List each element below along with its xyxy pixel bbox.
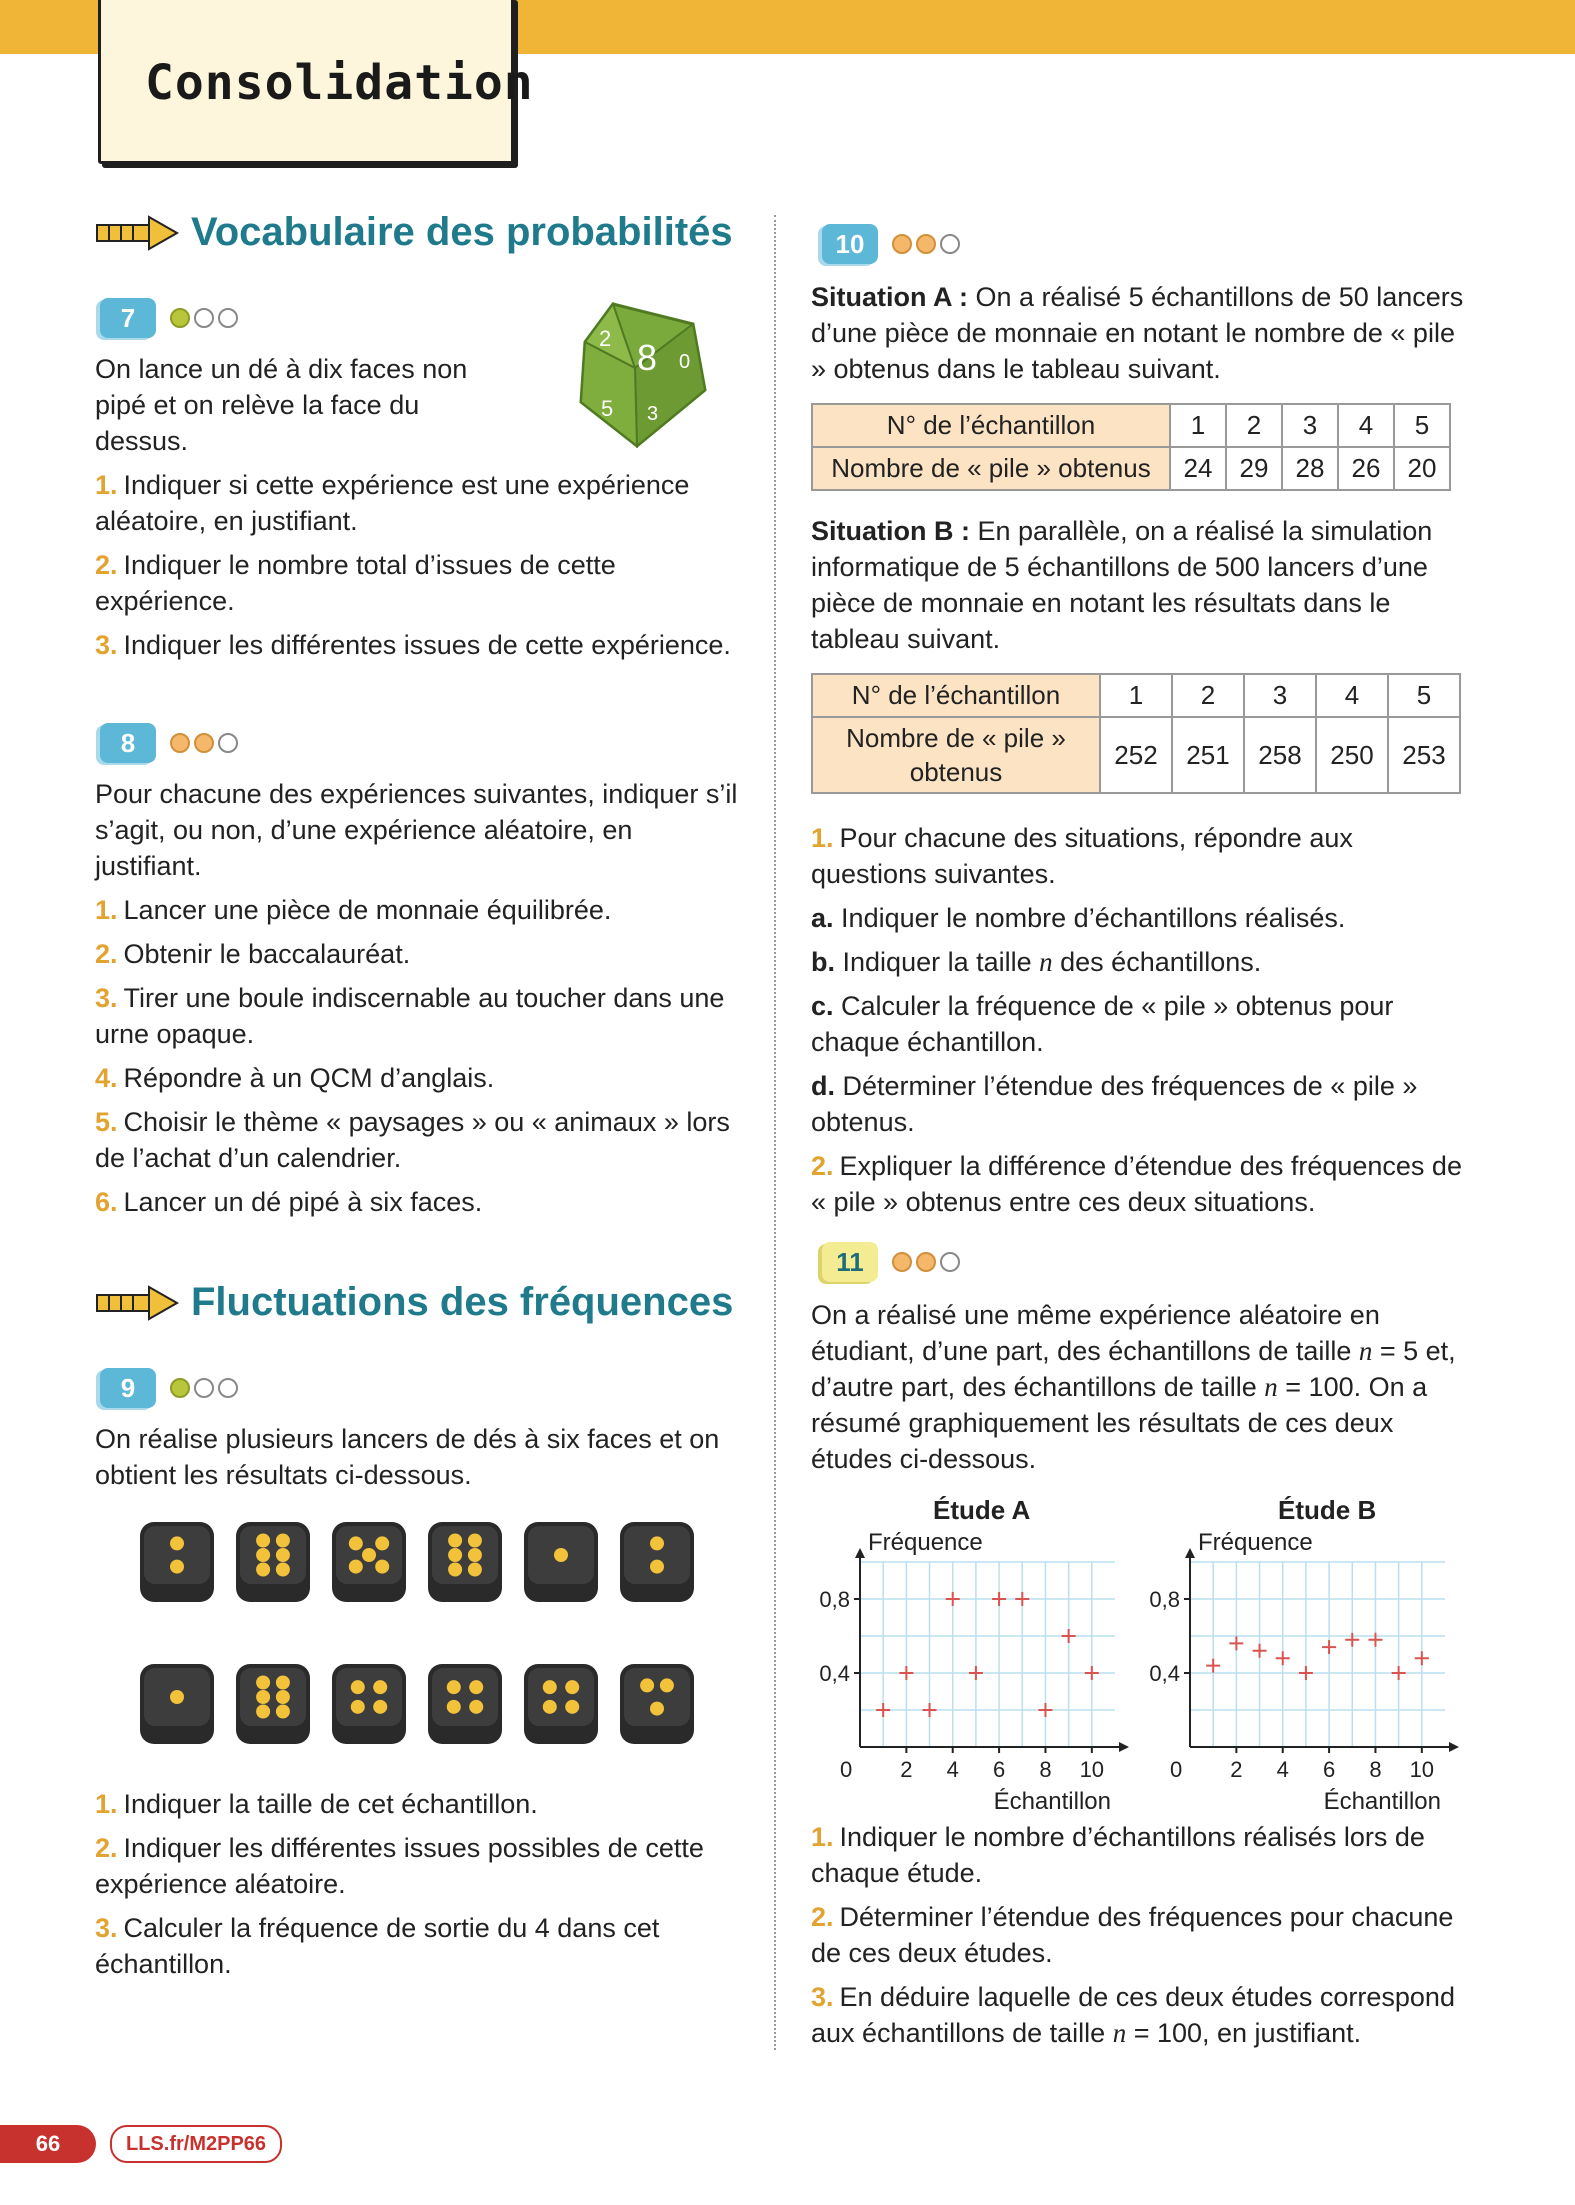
die-pip [256, 1534, 270, 1548]
x-axis-label: Échantillon [993, 1788, 1111, 1810]
table-cell: 250 [1316, 717, 1388, 793]
table-cell: 258 [1244, 717, 1316, 793]
die-pip [640, 1678, 654, 1692]
data-point [946, 1592, 960, 1606]
table-header: Nombre de « pile » obtenus [812, 717, 1100, 793]
chart-title: Étude B [1278, 1495, 1377, 1525]
table-situation-b [811, 673, 1461, 794]
die-pip [565, 1700, 579, 1714]
table-header: N° de l’échantillon [812, 674, 1100, 717]
tick-label: 10 [1079, 1757, 1105, 1782]
tick-label: 8 [1369, 1757, 1382, 1782]
exercise-11-intro: On a réalisé une même expérience aléatoire en étudiant, d’une part, des échantillons de taille n = 5 et, d’autre part, des échantillons de taille n = 100. On a résumé graphiquement les résultats de ces deux études ci-dessous. [811, 1300, 1456, 1474]
page-title: Consolidation [145, 55, 534, 111]
die-pip [256, 1705, 270, 1719]
footer-link[interactable]: LLS.fr/M2PP66 [110, 2125, 282, 2163]
die-icon [522, 1520, 600, 1604]
tick-label: 4 [946, 1757, 959, 1782]
die-pip [256, 1676, 270, 1690]
die-pip [170, 1690, 184, 1704]
die-pip [349, 1536, 363, 1550]
die-pip [660, 1678, 674, 1692]
die-pip [447, 1680, 461, 1694]
situation-a-text: Situation A : On a réalisé 5 échantillons de 50 lancers d’une pièce de monnaie en notant le nombre de « pile » obtenus dans le tableau suivant. [811, 282, 1464, 384]
die-pip [170, 1536, 184, 1550]
die-pip [469, 1680, 483, 1694]
die-pip [362, 1548, 376, 1562]
difficulty-dots [892, 1252, 964, 1272]
data-point [923, 1703, 937, 1717]
die-pip [256, 1563, 270, 1577]
section-heading-fluct [95, 1280, 733, 1325]
die-pip [349, 1560, 363, 1574]
table-cell: 5 [1394, 404, 1450, 447]
die-icon [138, 1662, 216, 1746]
table-cell: 4 [1316, 674, 1388, 717]
die-pip [170, 1560, 184, 1574]
die-pip [468, 1534, 482, 1548]
die-icon [618, 1662, 696, 1746]
table-cell: 29 [1226, 447, 1282, 490]
table-situation-a [811, 403, 1451, 491]
y-axis-arrow [1185, 1548, 1195, 1558]
data-point [1229, 1636, 1243, 1650]
die-icon [618, 1520, 696, 1604]
column-divider [774, 215, 776, 2050]
chart-etude-a [805, 1525, 1140, 1810]
table-cell: 2 [1172, 674, 1244, 717]
exercise-10-questions: 1. Pour chacune des situations, répondre aux questions suivantes. a. Indiquer le nombre d’échantillons réalisés. b. Indiquer la taille n des échantillons. c. Calculer la fréquence de « pile » obtenus pour chaque échantillon. d. Déterminer l’étendue des fréquences de « pile » obtenus. 2. Expliquer la différence d’étendue des fréquences de « pile » obtenus entre ces deux situations. [811, 823, 1462, 1217]
arrow-pencil-icon [95, 1283, 181, 1323]
table-cell: 4 [1338, 404, 1394, 447]
die-pip [256, 1690, 270, 1704]
tick-label: 10 [1409, 1757, 1435, 1782]
data-point [1322, 1640, 1336, 1654]
tick-label: 2 [1230, 1757, 1243, 1782]
tick-label: 0,8 [1149, 1587, 1180, 1612]
table-header: N° de l’échantillon [812, 404, 1170, 447]
tick-label: 0 [1170, 1757, 1183, 1782]
die-pip [650, 1560, 664, 1574]
table-cell: 26 [1338, 447, 1394, 490]
table-cell: 1 [1100, 674, 1172, 717]
die-pip [373, 1680, 387, 1694]
tick-label: 0,8 [819, 1587, 850, 1612]
die-pip [447, 1700, 461, 1714]
data-point [1038, 1703, 1052, 1717]
die-pip [468, 1548, 482, 1562]
die-pip [375, 1536, 389, 1550]
die-pip [448, 1563, 462, 1577]
section-title: Vocabulaire des probabilités [191, 210, 733, 254]
die-pip [448, 1534, 462, 1548]
die-icon [522, 1662, 600, 1746]
die-pip [276, 1563, 290, 1577]
exercise-number: 8 [100, 723, 156, 763]
data-point [876, 1703, 890, 1717]
table-cell: 3 [1282, 404, 1338, 447]
exercise-8-header [100, 723, 242, 763]
exercise-7-intro: On lance un dé à dix faces non pipé et on relève la face du dessus. [95, 354, 468, 456]
tick-label: 6 [992, 1757, 1006, 1782]
die-face-label: 8 [637, 337, 658, 378]
chart-title: Étude A [933, 1495, 1031, 1525]
table-cell: 28 [1282, 447, 1338, 490]
die-pip [276, 1690, 290, 1704]
die-pip [565, 1680, 579, 1694]
table-cell: 24 [1170, 447, 1226, 490]
data-point [1392, 1666, 1406, 1680]
die-pip [448, 1548, 462, 1562]
table-cell: 252 [1100, 717, 1172, 793]
difficulty-dots [892, 234, 964, 254]
data-point [992, 1592, 1006, 1606]
die-face-label: 3 [647, 403, 659, 425]
exercise-11-questions: 1. Indiquer le nombre d’échantillons réalisés lors de chaque étude. 2. Déterminer l’étendue des fréquences pour chacune de ces deux études. 3. En déduire laquelle de ces deux études correspond aux échantillons de taille n = 100, en justifiant. [811, 1822, 1455, 2048]
tick-label: 4 [1276, 1757, 1289, 1782]
die-icon [330, 1662, 408, 1746]
die-icon [138, 1520, 216, 1604]
tick-label: 0,4 [819, 1661, 850, 1686]
data-point [1345, 1633, 1359, 1647]
die-pip [276, 1534, 290, 1548]
table-cell: 1 [1170, 404, 1226, 447]
data-point [1368, 1633, 1382, 1647]
data-point [1415, 1651, 1429, 1665]
exercise-number: 11 [822, 1242, 878, 1282]
ten-sided-die-icon [575, 298, 710, 453]
exercise-9-questions: 1. Indiquer la taille de cet échantillon. 2. Indiquer les différentes issues possibles de cette expérience aléatoire. 3. Calculer la fréquence de sortie du 4 dans cet échantillon. [95, 1789, 704, 1979]
die-pip [650, 1536, 664, 1550]
table-cell: 253 [1388, 717, 1460, 793]
tick-label: 8 [1039, 1757, 1052, 1782]
data-point [1015, 1592, 1029, 1606]
table-cell: 20 [1394, 447, 1450, 490]
difficulty-dots [170, 733, 242, 753]
y-axis-arrow [855, 1548, 865, 1558]
x-axis-label: Échantillon [1323, 1788, 1441, 1810]
die-pip [543, 1700, 557, 1714]
die-icon [426, 1520, 504, 1604]
x-axis-arrow [1119, 1742, 1129, 1752]
data-point [969, 1666, 983, 1680]
die-pip [554, 1548, 568, 1562]
tick-label: 6 [1322, 1757, 1336, 1782]
exercise-11-header [822, 1242, 964, 1282]
die-pip [276, 1548, 290, 1562]
table-cell: 2 [1226, 404, 1282, 447]
die-pip [351, 1700, 365, 1714]
table-header: Nombre de « pile » obtenus [812, 447, 1170, 490]
chart-etude-b [1135, 1525, 1470, 1810]
die-icon [330, 1520, 408, 1604]
table-cell: 5 [1388, 674, 1460, 717]
die-pip [256, 1548, 270, 1562]
exercise-7-questions: 1. Indiquer si cette expérience est une expérience aléatoire, en justifiant. 2. Indiquer le nombre total d’issues de cette expérience. 3. Indiquer les différentes issues de cette expérience. [95, 470, 731, 660]
data-point [1085, 1666, 1099, 1680]
die-pip [276, 1676, 290, 1690]
data-point [1276, 1651, 1290, 1665]
die-pip [650, 1702, 664, 1716]
exercise-9-header [100, 1368, 242, 1408]
banner [98, 0, 534, 164]
page-number: 66 [0, 2125, 96, 2163]
y-axis-label: Fréquence [1198, 1529, 1313, 1556]
table-cell: 3 [1244, 674, 1316, 717]
die-pip [276, 1705, 290, 1719]
die-pip [373, 1700, 387, 1714]
die-icon [426, 1662, 504, 1746]
die-pip [468, 1563, 482, 1577]
section-heading-vocab [95, 210, 733, 255]
situation-b-text: Situation B : En parallèle, on a réalisé la simulation informatique de 5 échantillons de 500 lancers d’une pièce de monnaie en notant les résultats dans le tableau suivant. [811, 516, 1433, 654]
data-point [899, 1666, 913, 1680]
die-face-label: 5 [601, 396, 614, 421]
data-point [1253, 1644, 1267, 1658]
arrow-pencil-icon [95, 213, 181, 253]
exercise-10-header [822, 224, 964, 264]
exercise-9-intro: On réalise plusieurs lancers de dés à six faces et on obtient les résultats ci-dessous. [95, 1424, 720, 1490]
exercise-number: 9 [100, 1368, 156, 1408]
data-point [1206, 1659, 1220, 1673]
exercise-number: 7 [100, 298, 156, 338]
exercise-number: 10 [822, 224, 878, 264]
tick-label: 2 [900, 1757, 913, 1782]
exercise-7-header [100, 298, 242, 338]
tick-label: 0,4 [1149, 1661, 1180, 1686]
data-point [1299, 1666, 1313, 1680]
die-icon [234, 1662, 312, 1746]
data-point [1062, 1629, 1076, 1643]
x-axis-arrow [1449, 1742, 1459, 1752]
die-pip [469, 1700, 483, 1714]
die-face-label: 2 [599, 326, 612, 351]
die-pip [543, 1680, 557, 1694]
y-axis-label: Fréquence [868, 1529, 983, 1556]
section-title: Fluctuations des fréquences [191, 1280, 734, 1324]
tick-label: 0 [840, 1757, 853, 1782]
die-face-label: 0 [679, 351, 691, 373]
difficulty-dots [170, 1378, 242, 1398]
difficulty-dots [170, 308, 242, 328]
die-pip [375, 1560, 389, 1574]
die-icon [234, 1520, 312, 1604]
exercise-8-body: Pour chacune des expériences suivantes, indiquer s’il s’agit, ou non, d’une expérience aléatoire, en justifiant. 1. Lancer une pièce de monnaie équilibrée. 2. Obtenir le baccalauréat. 3. Tirer une boule indiscernable au toucher dans une urne opaque. 4. Répondre à un QCM d’anglais. 5. Choisir le thème « paysages » ou « animaux » lors de l’achat d’un calendrier. 6. Lancer un dé pipé à six faces. [95, 779, 738, 1217]
die-pip [351, 1680, 365, 1694]
table-cell: 251 [1172, 717, 1244, 793]
